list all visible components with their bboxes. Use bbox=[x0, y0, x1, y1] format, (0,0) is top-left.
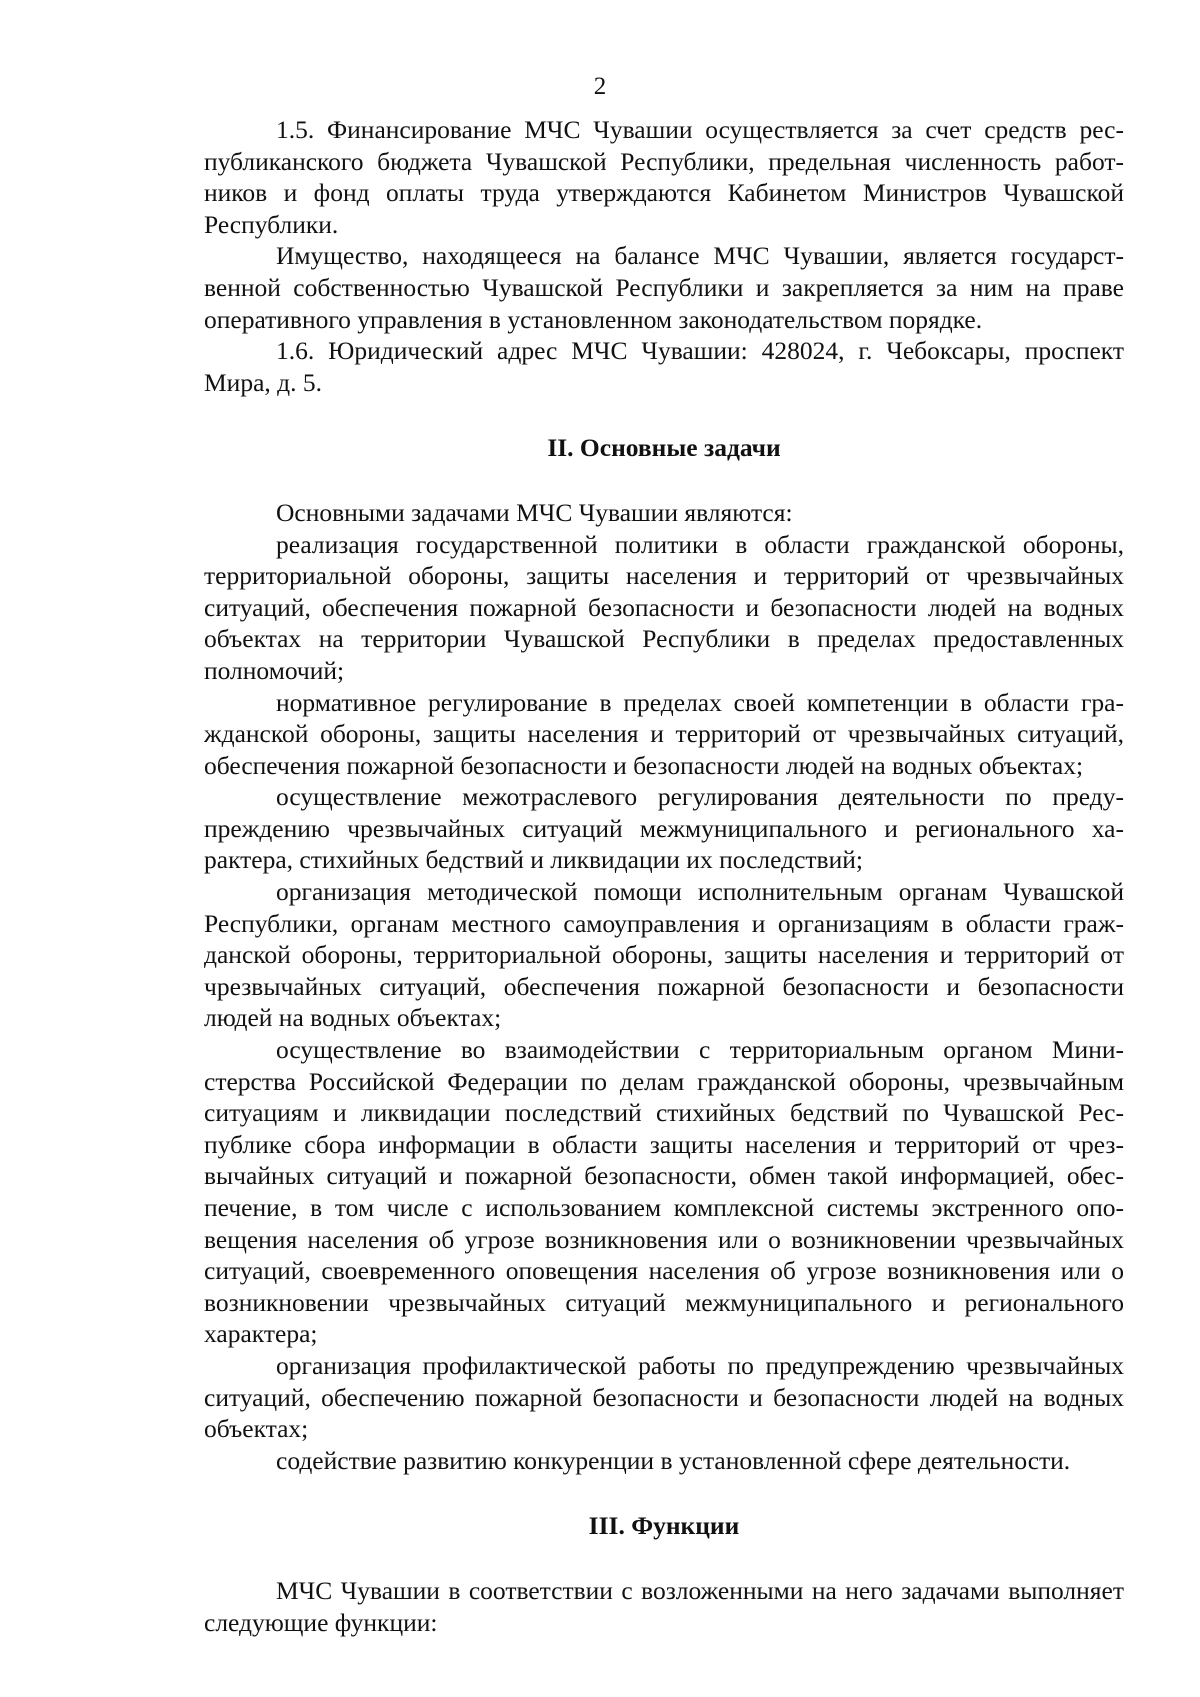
paragraph-task-item: организация профилактической работы по предупреждению чрезвычайных ситуаций, обеспечению пожарной безопасности и безопасности людей на водных объектах; bbox=[204, 1350, 1124, 1444]
paragraph-legal-address: 1.6. Юридический адрес МЧС Чувашии: 428024, г. Чебоксары, проспект Мира, д. 5. bbox=[204, 336, 1124, 397]
section-heading-functions: III. Функции bbox=[588, 1511, 740, 1541]
page-number: 2 bbox=[593, 73, 607, 100]
paragraph-task-item: осуществление во взаимодействии с территориальным органом Министерства Российской Федерации по делам гражданской обороны, чрезвычайным ситуациям и ликвидации последствий стихийных бедствий по Чувашской Республике сбора информации в области защиты населения и территорий от чрезвычайных ситуаций и пожарной безопасности, обмен такой информацией, обеспечение, в том числе с использованием комплексной системы экстренного оповещения населения об угрозе возникновения или о возникновении чрезвычайных ситуаций, своевременного оповещения населения об угрозе возникновения или о возникновении чрезвычайных ситуаций межмуниципального и регионального характера; bbox=[204, 1035, 1124, 1349]
paragraph-property: Имущество, находящееся на балансе МЧС Чувашии, является государственной собственностью Чувашской Республики и закрепляется за ним на праве оперативного управления в установленном законодательством порядке. bbox=[204, 241, 1124, 334]
paragraph-task-item: содействие развитию конкуренции в установленной сфере деятельности. bbox=[276, 1445, 1071, 1475]
document-body bbox=[204, 114, 1124, 1638]
paragraph-task-item: реализация государственной политики в области гражданской обороны, территориальной обороны, защиты населения и территорий от чрезвычайных ситуаций, обеспечения пожарной безопасности и безопасности людей на водных объектах на территории Чувашской Республики в пределах предоставленных полномочий; bbox=[204, 529, 1124, 685]
paragraph-financing: 1.5. Финансирование МЧС Чувашии осуществляется за счет средств республиканского бюджета Чувашской Республики, предельная численность работников и фонд оплаты труда утверждаются Кабинетом Министров Чувашской Республики. bbox=[204, 115, 1124, 239]
paragraph-functions-intro: МЧС Чувашии в соответствии с возложенными на него задачами выполняет следующие функции: bbox=[204, 1575, 1124, 1637]
paragraph-task-item: осуществление межотраслевого регулирования деятельности по предупреждению чрезвычайных ситуаций межмуниципального и регионального характера, стихийных бедствий и ликвидации их последствий; bbox=[204, 782, 1124, 875]
paragraph-task-item: организация методической помощи исполнительным органам Чувашской Республики, органам местного самоуправления и организациям в области гражданской обороны, территориальной обороны, защиты населения и территорий от чрезвычайных ситуаций, обеспечения пожарной безопасности и безопасности людей на водных объектах; bbox=[204, 877, 1124, 1033]
paragraph-tasks-intro: Основными задачами МЧС Чувашии являются: bbox=[276, 497, 793, 527]
section-heading-main-tasks: II. Основные задачи bbox=[547, 433, 781, 463]
paragraph-task-item: нормативное регулирование в пределах своей компетенции в области гражданской обороны, защиты населения и территорий от чрезвычайных ситуаций, обеспечения пожарной безопасности и безопасности людей на водных объектах; bbox=[204, 687, 1124, 780]
